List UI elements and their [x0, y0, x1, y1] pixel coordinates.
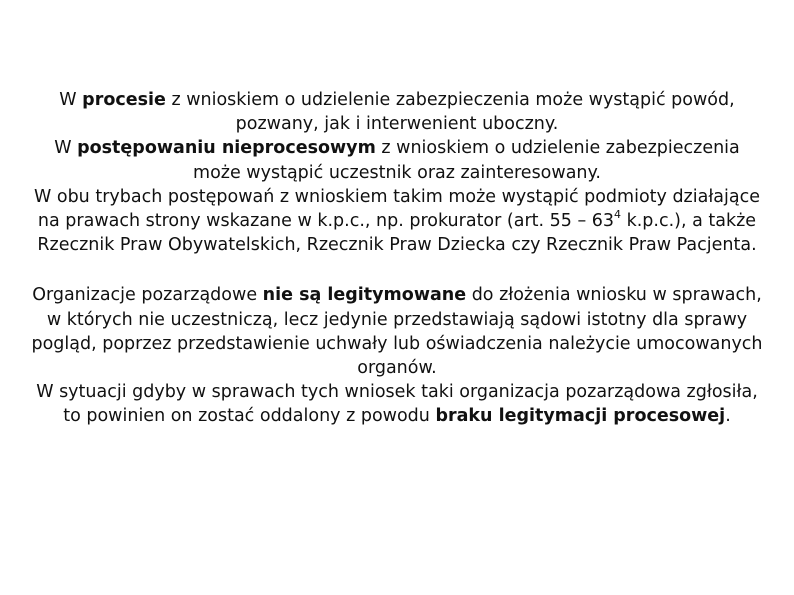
text-line-non-litigation [30, 136, 764, 184]
bold-term-nie-sa-legitymowane: nie są legitymowane [262, 285, 467, 306]
text-span: W sytuacji gdyby w sprawach tych wniosek taki organizacja pozarządowa zgłosiła, to powinien on zostać oddalony z powodu [36, 382, 758, 427]
text-line-dismissal [30, 380, 764, 428]
paragraph-standing-to-apply [30, 88, 764, 257]
text-span: z wnioskiem o udzielenie zabezpieczenia może wystąpić powód, pozwany, jak i interwenient uboczny. [165, 90, 735, 135]
text-span: k.p.c.), a także Rzecznik Praw Obywatelskich, Rzecznik Praw Dziecka czy Rzecznik Praw Pacjenta. [37, 211, 757, 256]
text-span: W [54, 138, 78, 159]
text-span: . [725, 406, 731, 427]
text-span: W [59, 90, 83, 110]
text-span: do złożenia wniosku w sprawach, w których nie uczestniczą, lecz jedynie przedstawiają sądowi istotny dla sprawy pogląd, poprzez przedstawienie uchwały lub oświadczenia należycie umocowanych organów. [31, 285, 763, 379]
bold-term-brak-legitymacji: braku legitymacji procesowej [435, 406, 726, 427]
superscript-article-number: 4 [614, 208, 622, 222]
text-line-ngo-not-legitimated [30, 283, 764, 380]
text-span: z wnioskiem o udzielenie zabezpieczenia może wystąpić uczestnik oraz zainteresowany. [193, 138, 740, 183]
bold-term-postepowanie-nieprocesowe: postępowaniu nieprocesowym [77, 138, 376, 159]
text-span: Organizacje pozarządowe [32, 285, 263, 306]
text-span: W obu trybach postępowań z wnioskiem takim może wystąpić podmioty działające na prawach strony wskazane w k.p.c., np. prokurator (art. 55 – 63 [34, 186, 760, 232]
bold-term-procesie: procesie [82, 90, 166, 110]
slide-content [30, 88, 764, 429]
text-line-litigation [30, 88, 764, 136]
paragraph-ngo-standing [30, 283, 764, 428]
text-line-both-modes [30, 185, 764, 258]
